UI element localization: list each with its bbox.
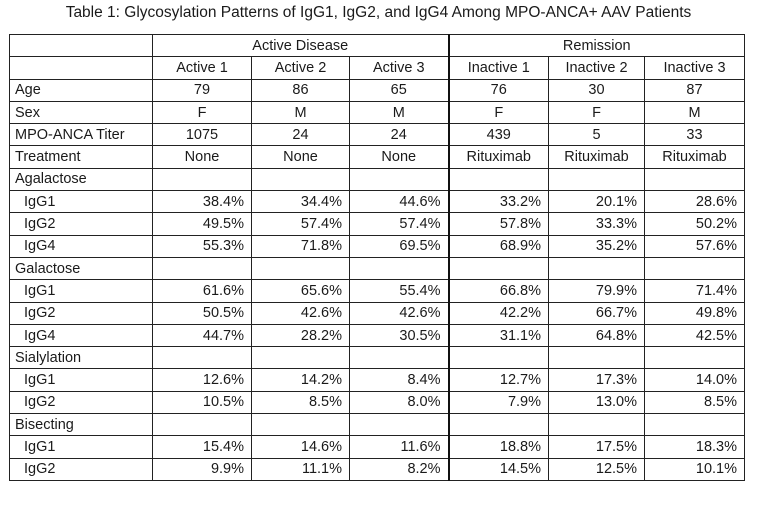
table-cell: 50.2% [645,213,745,235]
table-cell: 44.6% [350,191,449,213]
table-cell: 65.6% [252,280,350,302]
table-cell: 57.4% [252,213,350,235]
table-cell: 33.2% [449,191,549,213]
column-header: Active 2 [252,57,350,79]
table-cell: M [252,101,350,123]
table-cell: 14.0% [645,369,745,391]
table-cell: 50.5% [153,302,252,324]
table-cell: None [153,146,252,168]
table-cell: 79.9% [549,280,645,302]
table-cell: 79 [153,79,252,101]
data-row [10,191,745,213]
table-cell: 12.7% [449,369,549,391]
group-header-row [10,35,745,57]
section-header-row [10,414,745,436]
table-cell: 8.0% [350,391,449,413]
table-cell: 28.6% [645,191,745,213]
row-label: IgG1 [10,436,153,458]
table-cell: 9.9% [153,458,252,480]
row-label: IgG1 [10,369,153,391]
table-cell: Rituximab [449,146,549,168]
column-header: Active 1 [153,57,252,79]
data-row [10,369,745,391]
table-cell: 439 [449,124,549,146]
table-cell: 8.5% [252,391,350,413]
table-cell: 34.4% [252,191,350,213]
table-cell: 66.8% [449,280,549,302]
table-cell: 71.4% [645,280,745,302]
table-title: Table 1: Glycosylation Patterns of IgG1, IgG2, and IgG4 Among MPO-ANCA+ AAV Patients [65,4,692,21]
demographic-row [10,146,745,168]
empty-cell [449,347,549,369]
table-cell: 44.7% [153,324,252,346]
table-cell: 13.0% [549,391,645,413]
empty-cell [645,168,745,190]
table-cell: 87 [645,79,745,101]
table-cell: None [350,146,449,168]
data-row [10,458,745,480]
empty-cell [153,347,252,369]
data-row [10,235,745,257]
empty-cell [645,347,745,369]
table-cell: 66.7% [549,302,645,324]
table-cell: 10.1% [645,458,745,480]
table-cell: 1075 [153,124,252,146]
data-row [10,280,745,302]
table-cell: 8.4% [350,369,449,391]
table-cell: M [350,101,449,123]
table-cell: 11.6% [350,436,449,458]
row-label: IgG2 [10,302,153,324]
row-label: IgG1 [10,280,153,302]
table-cell: F [549,101,645,123]
empty-cell [153,168,252,190]
table-cell: 76 [449,79,549,101]
column-header-row [10,57,745,79]
table-cell: 14.2% [252,369,350,391]
table-cell: F [153,101,252,123]
data-row [10,213,745,235]
table-cell: Rituximab [645,146,745,168]
table-cell: 42.6% [252,302,350,324]
table-cell: 33 [645,124,745,146]
demographic-row [10,124,745,146]
row-label: MPO-ANCA Titer [10,124,153,146]
row-label: Age [10,79,153,101]
section-header-row [10,347,745,369]
table-cell: 55.3% [153,235,252,257]
empty-cell [645,257,745,279]
empty-cell [252,257,350,279]
section-header-row [10,257,745,279]
column-header: Inactive 2 [549,57,645,79]
table-cell: 35.2% [549,235,645,257]
table-cell: 24 [252,124,350,146]
table-cell: 68.9% [449,235,549,257]
table-cell: 31.1% [449,324,549,346]
table-cell: 7.9% [449,391,549,413]
table-cell: 86 [252,79,350,101]
table-cell: M [645,101,745,123]
table-cell: 8.2% [350,458,449,480]
table-cell: 10.5% [153,391,252,413]
table-cell: F [449,101,549,123]
empty-cell [350,257,449,279]
table-cell: 18.3% [645,436,745,458]
table-cell: 20.1% [549,191,645,213]
empty-cell [449,168,549,190]
row-label: IgG1 [10,191,153,213]
table-cell: 8.5% [645,391,745,413]
row-label: IgG2 [10,458,153,480]
column-header: Inactive 1 [449,57,549,79]
table-cell: 55.4% [350,280,449,302]
table-cell: 42.6% [350,302,449,324]
group-header-remission: Remission [449,35,745,57]
empty-cell [252,414,350,436]
table-cell: 12.5% [549,458,645,480]
table-cell: None [252,146,350,168]
table-cell: 33.3% [549,213,645,235]
table-cell: 42.2% [449,302,549,324]
section-label: Agalactose [10,168,153,190]
demographic-row [10,101,745,123]
row-label: IgG4 [10,235,153,257]
table-cell: 38.4% [153,191,252,213]
table-cell: 11.1% [252,458,350,480]
empty-cell [350,414,449,436]
table-cell: 49.8% [645,302,745,324]
section-header-row [10,168,745,190]
table-cell: 5 [549,124,645,146]
table-cell: 17.3% [549,369,645,391]
corner-cell [10,35,153,57]
column-header-blank [10,57,153,79]
table-cell: 24 [350,124,449,146]
group-header-active: Active Disease [153,35,449,57]
row-label: IgG2 [10,213,153,235]
table-cell: 57.4% [350,213,449,235]
empty-cell [645,414,745,436]
empty-cell [449,414,549,436]
data-row [10,436,745,458]
table-cell: 69.5% [350,235,449,257]
table-cell: 30 [549,79,645,101]
row-label: IgG4 [10,324,153,346]
row-label: Sex [10,101,153,123]
table-cell: 61.6% [153,280,252,302]
table-cell: 65 [350,79,449,101]
empty-cell [449,257,549,279]
column-header: Inactive 3 [645,57,745,79]
table-cell: 57.8% [449,213,549,235]
table-cell: 14.5% [449,458,549,480]
row-label: IgG2 [10,391,153,413]
table-cell: 57.6% [645,235,745,257]
empty-cell [350,168,449,190]
table-cell: 64.8% [549,324,645,346]
data-row [10,302,745,324]
column-header: Active 3 [350,57,449,79]
table-cell: 49.5% [153,213,252,235]
empty-cell [549,168,645,190]
row-label: Treatment [10,146,153,168]
demographic-row [10,79,745,101]
empty-cell [549,414,645,436]
table-cell: 17.5% [549,436,645,458]
data-row [10,391,745,413]
table-cell: 14.6% [252,436,350,458]
section-label: Sialylation [10,347,153,369]
empty-cell [252,347,350,369]
empty-cell [549,347,645,369]
section-label: Bisecting [10,414,153,436]
empty-cell [153,414,252,436]
table-cell: 42.5% [645,324,745,346]
section-label: Galactose [10,257,153,279]
glycosylation-table [9,34,745,481]
table-cell: 28.2% [252,324,350,346]
table-cell: 18.8% [449,436,549,458]
empty-cell [252,168,350,190]
data-row [10,324,745,346]
table-cell: 30.5% [350,324,449,346]
empty-cell [153,257,252,279]
table-cell: 12.6% [153,369,252,391]
empty-cell [549,257,645,279]
table-cell: Rituximab [549,146,645,168]
table-cell: 15.4% [153,436,252,458]
empty-cell [350,347,449,369]
table-cell: 71.8% [252,235,350,257]
